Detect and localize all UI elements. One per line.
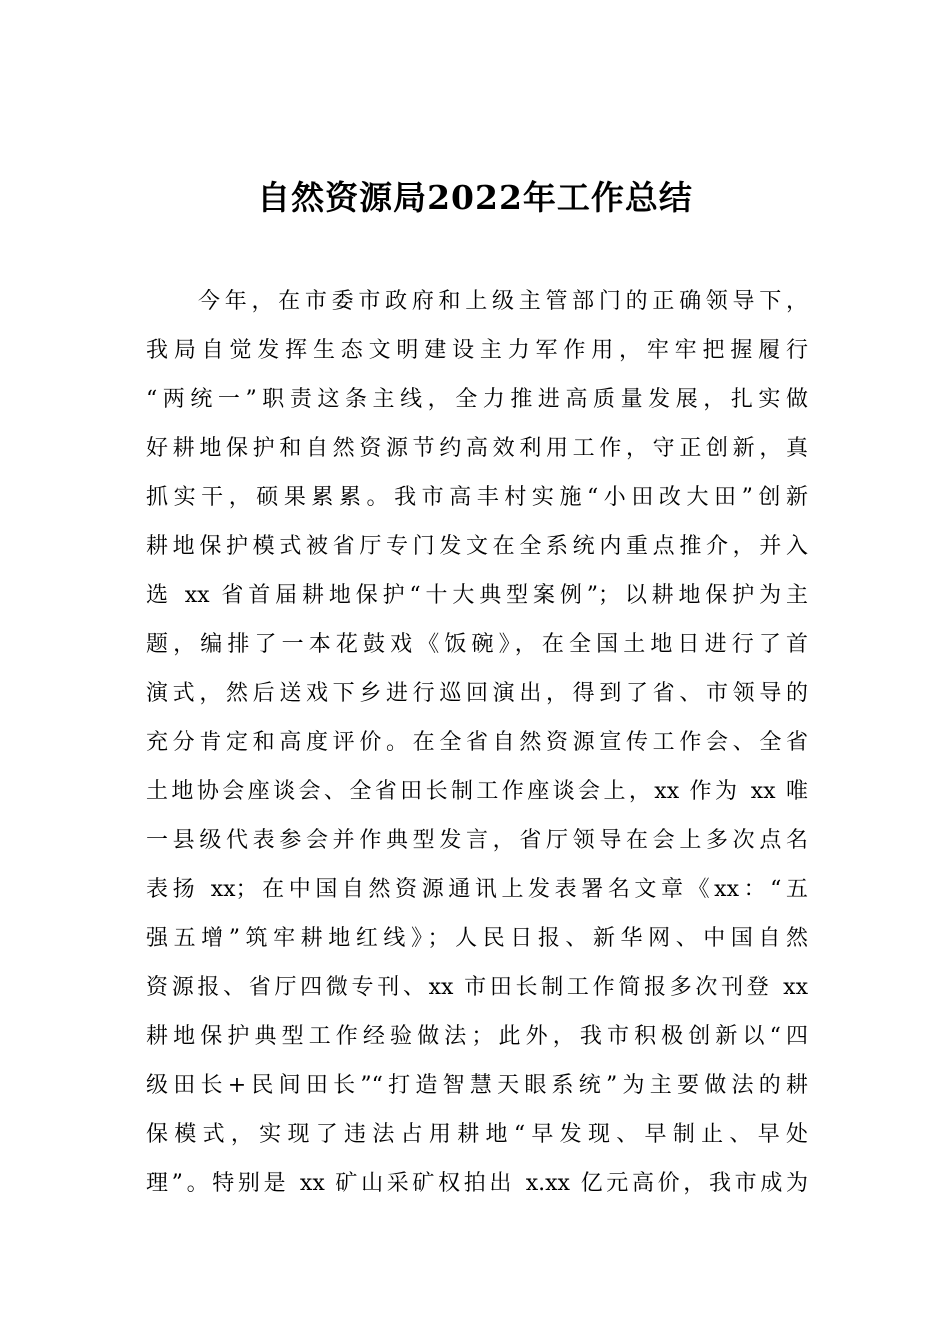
paragraph-line: 资源报、省厅四微专刊、xx 市田长制工作简报多次刊登 xx [146,975,808,1000]
paragraph-line: 题，编排了一本花鼓戏《饭碗》，在全国土地日进行了首 [146,632,808,657]
paragraph-line: 级田长+民间田长”“打造智慧天眼系统”为主要做法的耕 [146,1073,808,1098]
paragraph-line: 耕地保护典型工作经验做法；此外，我市积极创新以“四 [146,1024,808,1049]
paragraph-line: 一县级代表参会并作典型发言，省厅领导在会上多次点名 [146,828,808,853]
document-title: 自然资源局2022年工作总结 [257,178,693,217]
paragraph-line: 充分肯定和高度评价。在全省自然资源宣传工作会、全省 [146,730,808,755]
paragraph-line: 保模式，实现了违法占用耕地“早发现、早制止、早处 [146,1122,808,1147]
paragraph-line: 我局自觉发挥生态文明建设主力军作用，牢牢把握履行 [146,338,808,363]
paragraph-line: 抓实干，硕果累累。我市高丰村实施“小田改大田”创新 [146,485,808,510]
paragraph-line: “两统一”职责这条主线，全力推进高质量发展，扎实做 [146,387,808,412]
paragraph-line: 表扬 xx；在中国自然资源通讯上发表署名文章《xx：“五 [146,877,808,902]
paragraph-line: 土地协会座谈会、全省田长制工作座谈会上，xx 作为 xx 唯 [146,779,808,804]
paragraph-line: 演式，然后送戏下乡进行巡回演出，得到了省、市领导的 [146,681,808,706]
paragraph-line: 强五增”筑牢耕地红线》；人民日报、新华网、中国自然 [146,926,808,951]
paragraph-line: 耕地保护模式被省厅专门发文在全系统内重点推介，并入 [146,534,808,559]
paragraph-line: 好耕地保护和自然资源节约高效利用工作，守正创新，真 [146,436,808,461]
paragraph-line: 今年，在市委市政府和上级主管部门的正确领导下， [198,289,808,314]
paragraph-line: 理”。特别是 xx 矿山采矿权拍出 x.xx 亿元高价，我市成为 [146,1171,808,1196]
paragraph-line: 选 xx 省首届耕地保护“十大典型案例”；以耕地保护为主 [146,583,808,608]
